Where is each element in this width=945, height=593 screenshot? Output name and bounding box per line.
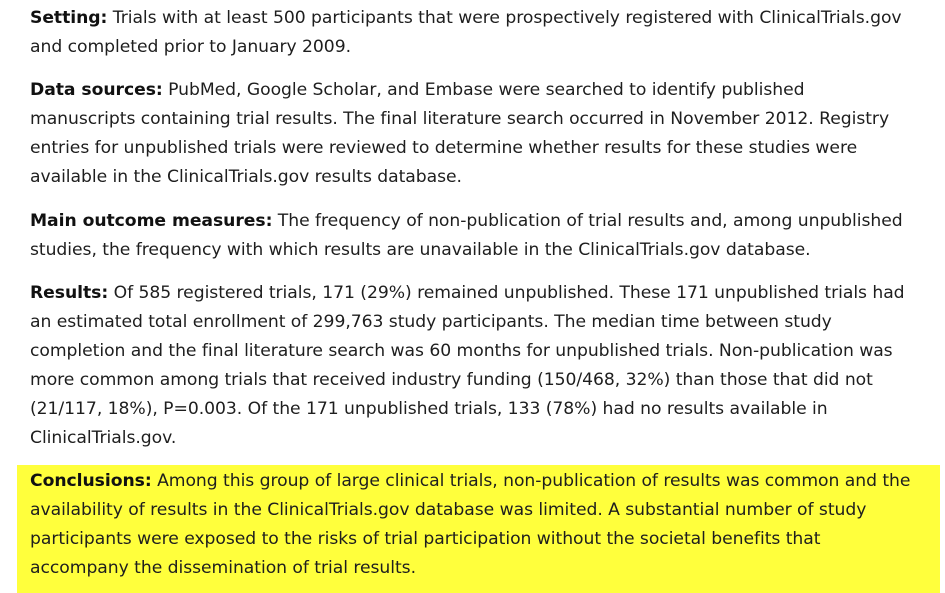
main-outcome-label: Main outcome measures: (30, 211, 273, 231)
conclusions-text: Among this group of large clinical trials, non-publication of results was common and the availability of results in the ClinicalTrials.gov database was limited. A substantial number of study participants were exposed to the risks of trial participation without the societal benefits that accompany the dissemination of trial results. (30, 471, 911, 578)
results-label: Results: (30, 283, 109, 303)
setting-label: Setting: (30, 8, 108, 28)
conclusions-paragraph (0, 467, 945, 583)
data-sources-label: Data sources: (30, 80, 163, 100)
setting-text: Trials with at least 500 participants that were prospectively registered with ClinicalTrials.gov and completed prior to January 2009. (30, 8, 902, 57)
setting-paragraph (0, 4, 945, 62)
results-text: Of 585 registered trials, 171 (29%) remained unpublished. These 171 unpublished trials had an estimated total enrollment of 299,763 study participants. The median time between study completion and the final literature search was 60 months for unpublished trials. Non-publication was more common among trials that received industry funding (150/468, 32%) than those that did not (21/117, 18%), P=0.003. Of the 171 unpublished trials, 133 (78%) had no results available in ClinicalTrials.gov. (30, 283, 905, 448)
results-paragraph (0, 279, 945, 453)
data-sources-text: PubMed, Google Scholar, and Embase were searched to identify published manuscripts containing trial results. The final literature search occurred in November 2012. Registry entries for unpublished trials were reviewed to determine whether results for these studies were available in the ClinicalTrials.gov results database. (30, 80, 890, 187)
conclusions-label: Conclusions: (30, 471, 152, 491)
data-sources-paragraph (0, 76, 945, 192)
main-outcome-text: The frequency of non-publication of trial results and, among unpublished studies, the frequency with which results are unavailable in the ClinicalTrials.gov database. (30, 211, 903, 260)
main-outcome-paragraph (0, 207, 945, 265)
